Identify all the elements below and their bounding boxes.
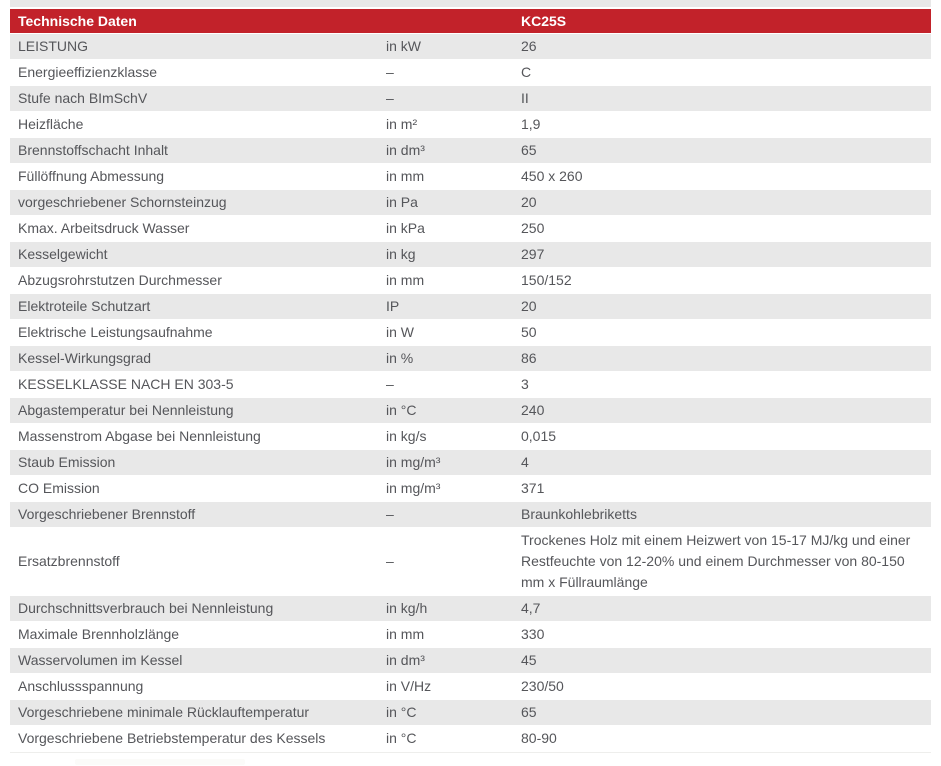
row-label: CO Emission [18, 480, 100, 496]
table-row [10, 398, 931, 423]
row-value: 240 [521, 402, 545, 418]
table-row [10, 648, 931, 673]
row-unit: in W [386, 324, 414, 340]
row-label: vorgeschriebener Schornsteinzug [18, 194, 227, 210]
table-row [10, 674, 931, 699]
row-value: 230/50 [521, 678, 564, 694]
row-unit: – [386, 376, 394, 392]
partial-row-above [10, 0, 931, 7]
table-row [10, 528, 931, 595]
row-value: 371 [521, 480, 545, 496]
row-value: 3 [521, 376, 529, 392]
table-header-unit [378, 19, 513, 23]
row-label: Anschlussspannung [18, 678, 144, 694]
row-unit: in °C [386, 730, 417, 746]
row-unit: in Pa [386, 194, 418, 210]
row-value: 4,7 [521, 600, 541, 616]
table-row [10, 216, 931, 241]
row-unit: in kg/h [386, 600, 428, 616]
row-value: 0,015 [521, 428, 557, 444]
row-label: Brennstoffschacht Inhalt [18, 142, 168, 158]
row-value: 26 [521, 38, 537, 54]
row-value: 20 [521, 194, 537, 210]
row-value: II [521, 90, 529, 106]
table-row [10, 450, 931, 475]
row-unit: in dm³ [386, 652, 425, 668]
table-row [10, 86, 931, 111]
row-value: 150/152 [521, 272, 572, 288]
table-row [10, 112, 931, 137]
table-row [10, 346, 931, 371]
row-unit: in dm³ [386, 142, 425, 158]
table-row [10, 320, 931, 345]
row-label: Maximale Brennholzlänge [18, 626, 180, 642]
row-label: Heizfläche [18, 116, 84, 132]
table-row [10, 138, 931, 163]
row-unit: in kPa [386, 220, 425, 236]
row-value: 450 x 260 [521, 168, 583, 184]
row-value: Trockenes Holz mit einem Heizwert von 15-17 MJ/kg und einer Restfeuchte von 12-20% und einem Durchmesser von 80-150 mm x Füllraumlänge [521, 532, 911, 590]
row-unit: in mm [386, 272, 425, 288]
row-unit: IP [386, 298, 400, 314]
table-row [10, 294, 931, 319]
row-label: Energieeffizienzklasse [18, 64, 158, 80]
row-unit: in °C [386, 402, 417, 418]
table-body [10, 34, 931, 751]
row-label: Kmax. Arbeitsdruck Wasser [18, 220, 190, 236]
row-unit: in mg/m³ [386, 480, 441, 496]
row-label: LEISTUNG [18, 38, 89, 54]
row-value: 45 [521, 652, 537, 668]
table-row [10, 268, 931, 293]
row-value: C [521, 64, 532, 80]
row-label: Vorgeschriebener Brennstoff [18, 506, 196, 522]
table-row [10, 502, 931, 527]
row-unit: in V/Hz [386, 678, 432, 694]
row-label: Abzugsrohrstutzen Durchmesser [18, 272, 222, 288]
row-value: 86 [521, 350, 537, 366]
row-label: Durchschnittsverbrauch bei Nennleistung [18, 600, 274, 616]
table-row [10, 242, 931, 267]
row-label: Wasservolumen im Kessel [18, 652, 183, 668]
row-label: Kessel-Wirkungsgrad [18, 350, 152, 366]
row-value: 4 [521, 454, 529, 470]
row-value: 250 [521, 220, 545, 236]
row-value: 50 [521, 324, 537, 340]
table-header-model: KC25S [521, 13, 567, 29]
row-value: 20 [521, 298, 537, 314]
row-label: Stufe nach BImSchV [18, 90, 148, 106]
row-label: Ersatzbrennstoff [18, 553, 120, 569]
row-value: 65 [521, 704, 537, 720]
table-row [10, 596, 931, 621]
row-label: Elektrische Leistungsaufnahme [18, 324, 213, 340]
row-label: KESSELKLASSE NACH EN 303-5 [18, 376, 234, 392]
row-value: 65 [521, 142, 537, 158]
row-label: Vorgeschriebene Betriebstemperatur des Kessels [18, 730, 326, 746]
table-row [10, 164, 931, 189]
row-unit: in % [386, 350, 414, 366]
row-label: Kesselgewicht [18, 246, 108, 262]
table-row [10, 424, 931, 449]
table-row [10, 476, 931, 501]
row-label: Elektroteile Schutzart [18, 298, 151, 314]
table-row [10, 34, 931, 59]
table-row [10, 700, 931, 725]
row-unit: in mg/m³ [386, 454, 441, 470]
row-unit: in mm [386, 168, 425, 184]
technical-data-table [10, 0, 931, 753]
row-unit: in kW [386, 38, 421, 54]
cutoff-element-bottom [75, 759, 245, 765]
row-value: 330 [521, 626, 545, 642]
table-row [10, 622, 931, 647]
row-value: 80-90 [521, 730, 557, 746]
row-unit: – [386, 553, 394, 569]
table-row [10, 60, 931, 85]
table-row [10, 190, 931, 215]
row-label: Massenstrom Abgase bei Nennleistung [18, 428, 261, 444]
row-unit: in kg [386, 246, 416, 262]
row-label: Vorgeschriebene minimale Rücklauftemperatur [18, 704, 310, 720]
row-label: Abgastemperatur bei Nennleistung [18, 402, 234, 418]
table-row [10, 726, 931, 751]
row-unit: – [386, 506, 394, 522]
row-value: Braunkohlebriketts [521, 506, 637, 522]
table-row [10, 372, 931, 397]
row-unit: – [386, 90, 394, 106]
row-value: 297 [521, 246, 545, 262]
row-unit: – [386, 64, 394, 80]
row-unit: in kg/s [386, 428, 427, 444]
row-unit: in mm [386, 626, 425, 642]
row-label: Staub Emission [18, 454, 116, 470]
table-header-row [10, 9, 931, 33]
table-header-title: Technische Daten [18, 13, 137, 29]
row-unit: in °C [386, 704, 417, 720]
row-value: 1,9 [521, 116, 541, 132]
row-label: Füllöffnung Abmessung [18, 168, 165, 184]
row-unit: in m² [386, 116, 418, 132]
